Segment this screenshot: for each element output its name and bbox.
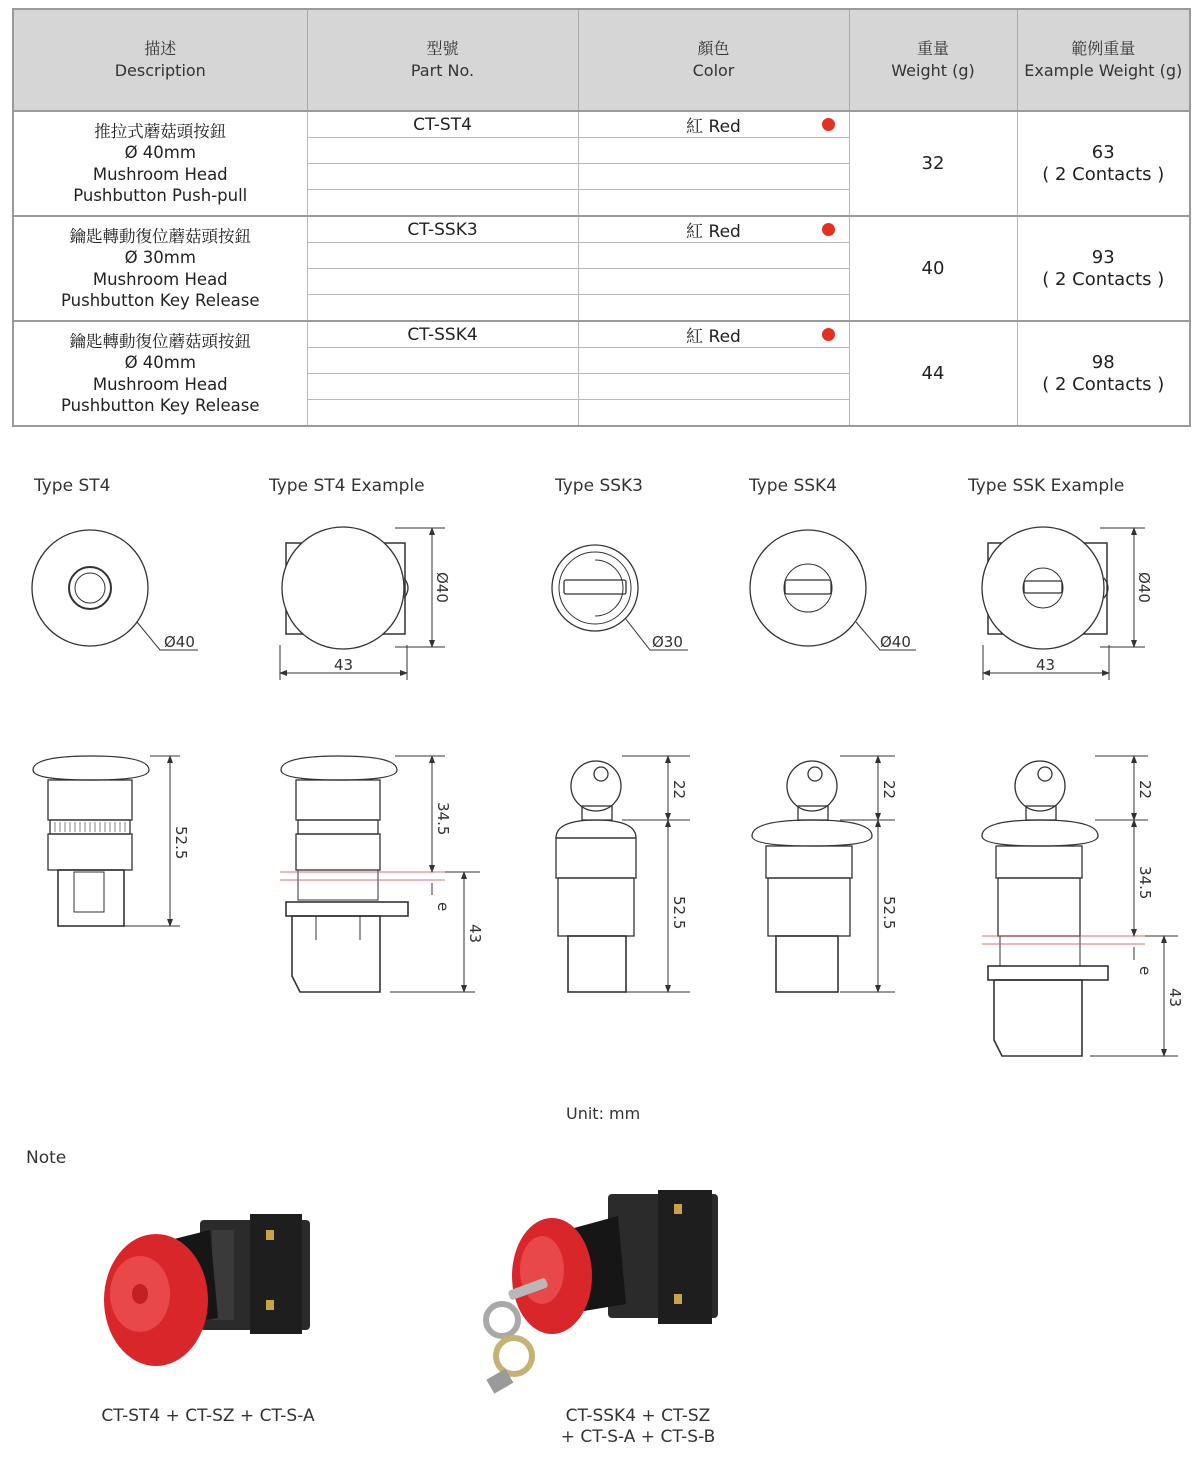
ssk-example-side-view bbox=[982, 756, 1178, 1056]
dim-st4-diameter: Ø40 bbox=[164, 633, 195, 651]
dim-st4-example-width: 43 bbox=[334, 656, 354, 674]
weight-cell: 32 bbox=[849, 111, 1017, 216]
header-description: 描述 Description bbox=[13, 9, 307, 111]
red-color-dot bbox=[822, 223, 835, 236]
technical-drawings bbox=[0, 500, 1200, 1140]
color-cell: 紅 Red bbox=[578, 111, 849, 138]
header-color: 顏色 Color bbox=[578, 9, 849, 111]
st4-side-view bbox=[33, 756, 180, 926]
st4-example-side-view bbox=[280, 756, 480, 992]
description-cell: 鑰匙轉動復位蘑菇頭按鈕 Ø 40mm Mushroom Head Pushbutton Key Release bbox=[13, 321, 307, 426]
weight-cell: 44 bbox=[849, 321, 1017, 426]
dim-ssk3-key: 22 bbox=[670, 780, 688, 800]
dim-ssk3-body: 52.5 bbox=[670, 896, 688, 930]
dim-ssk-example-width: 43 bbox=[1036, 656, 1056, 674]
figure-label-ssk3: Type SSK3 bbox=[555, 476, 643, 496]
caption-ssk4: CT-SSK4 + CT-SZ + CT-S-A + CT-S-B bbox=[560, 1406, 716, 1447]
table-row bbox=[13, 321, 1190, 348]
ssk4-front-view bbox=[750, 530, 916, 650]
dim-st4-example-base: 43 bbox=[466, 924, 484, 944]
figure-label-ssk4: Type SSK4 bbox=[749, 476, 837, 496]
red-color-dot bbox=[822, 118, 835, 131]
unit-label: Unit: mm bbox=[566, 1104, 641, 1123]
dim-ssk-example-key: 22 bbox=[1136, 780, 1154, 800]
color-cell: 紅 Red bbox=[578, 216, 849, 243]
figure-label-ssk-example: Type SSK Example bbox=[968, 476, 1125, 496]
table-row bbox=[13, 111, 1190, 138]
header-part-no: 型號 Part No. bbox=[307, 9, 578, 111]
table-row bbox=[13, 216, 1190, 243]
weight-cell: 40 bbox=[849, 216, 1017, 321]
product-photo-st4 bbox=[100, 1190, 340, 1390]
example-weight-cell: 98 ( 2 Contacts ) bbox=[1017, 321, 1190, 426]
figure-label-st4: Type ST4 bbox=[34, 476, 111, 496]
ssk4-side-view bbox=[752, 756, 895, 992]
st4-front-view bbox=[32, 530, 198, 650]
dim-ssk4-body: 52.5 bbox=[880, 896, 898, 930]
dim-st4-example-e: e bbox=[434, 902, 452, 912]
ssk-example-front-view bbox=[982, 527, 1145, 680]
part-no-cell: CT-SSK3 bbox=[307, 216, 578, 243]
ssk3-side-view bbox=[556, 756, 690, 992]
part-no-cell: CT-ST4 bbox=[307, 111, 578, 138]
dim-ssk-example-height: Ø40 bbox=[1135, 572, 1153, 603]
red-color-dot bbox=[822, 328, 835, 341]
description-cell: 鑰匙轉動復位蘑菇頭按鈕 Ø 30mm Mushroom Head Pushbutton Key Release bbox=[13, 216, 307, 321]
st4-example-front-view bbox=[280, 527, 445, 680]
product-photo-ssk4 bbox=[478, 1180, 758, 1400]
dim-st4-height: 52.5 bbox=[172, 826, 190, 860]
description-cell: 推拉式蘑菇頭按鈕 Ø 40mm Mushroom Head Pushbutton Push-pull bbox=[13, 111, 307, 216]
dim-ssk3-diameter: Ø30 bbox=[652, 633, 683, 651]
dim-ssk4-diameter: Ø40 bbox=[880, 633, 911, 651]
note-title: Note bbox=[26, 1148, 67, 1168]
dim-ssk4-key: 22 bbox=[880, 780, 898, 800]
dim-ssk-example-base: 43 bbox=[1166, 988, 1184, 1008]
example-weight-cell: 93 ( 2 Contacts ) bbox=[1017, 216, 1190, 321]
dim-st4-example-height: Ø40 bbox=[433, 572, 451, 603]
caption-st4: CT-ST4 + CT-SZ + CT-S-A bbox=[101, 1406, 315, 1426]
color-cell: 紅 Red bbox=[578, 321, 849, 348]
figure-label-st4-example: Type ST4 Example bbox=[269, 476, 425, 496]
dim-st4-example-head: 34.5 bbox=[434, 802, 452, 836]
header-weight: 重量 Weight (g) bbox=[849, 9, 1017, 111]
part-no-cell: CT-SSK4 bbox=[307, 321, 578, 348]
example-weight-cell: 63 ( 2 Contacts ) bbox=[1017, 111, 1190, 216]
dim-ssk-example-e: e bbox=[1136, 966, 1154, 976]
spec-table bbox=[12, 8, 1191, 427]
table-header-row bbox=[13, 9, 1190, 111]
dim-ssk-example-head: 34.5 bbox=[1136, 866, 1154, 900]
header-example-weight: 範例重量 Example Weight (g) bbox=[1017, 9, 1190, 111]
